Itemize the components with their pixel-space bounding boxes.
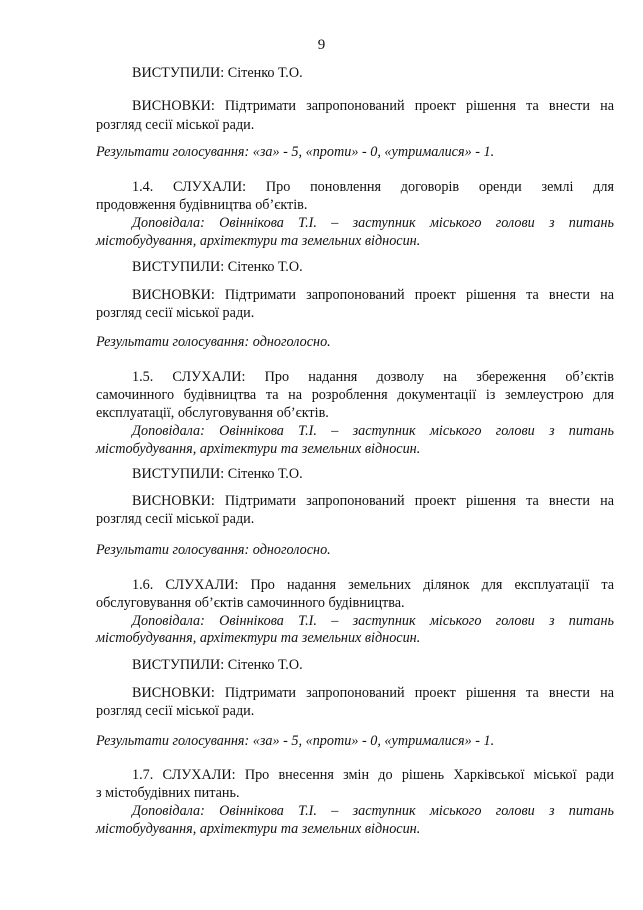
- reporter-line-2: містобудування, архітектури та земельних відносин.: [96, 441, 421, 457]
- vote-result: Результати голосування: «за» - 5, «проти» - 0, «утрималися» - 1.: [96, 144, 495, 160]
- reporter-line-1: Доповідала: Овіннікова Т.І. – заступник міського голови з питань: [132, 215, 614, 231]
- page-number: 9: [317, 37, 326, 53]
- speakers-line: ВИСТУПИЛИ: Сітенко Т.О.: [132, 259, 303, 275]
- conclusion-line-2: розгляд сесії міської ради.: [96, 511, 255, 527]
- heard-line-2: обслуговування об’єктів самочинного будівництва.: [96, 595, 405, 611]
- conclusion-line-1: ВИСНОВКИ: Підтримати запропонований проект рішення та внести на: [132, 493, 614, 509]
- conclusion-line-1: ВИСНОВКИ: Підтримати запропонований проект рішення та внести на: [132, 98, 614, 114]
- conclusion-line-2: розгляд сесії міської ради.: [96, 117, 255, 133]
- reporter-line-2: містобудування, архітектури та земельних відносин.: [96, 630, 421, 646]
- heard-line-1: 1.7. СЛУХАЛИ: Про внесення змін до рішень Харківської міської ради: [132, 767, 614, 783]
- conclusion-line-1: ВИСНОВКИ: Підтримати запропонований проект рішення та внести на: [132, 685, 614, 701]
- heard-line-3: експлуатації, обслуговування об’єктів.: [96, 405, 329, 421]
- heard-line-2: з містобудівних питань.: [96, 785, 240, 801]
- conclusion-line-1: ВИСНОВКИ: Підтримати запропонований проект рішення та внести на: [132, 287, 614, 303]
- vote-result: Результати голосування: одноголосно.: [96, 334, 331, 350]
- reporter-line-1: Доповідала: Овіннікова Т.І. – заступник міського голови з питань: [132, 803, 614, 819]
- reporter-line-1: Доповідала: Овіннікова Т.І. – заступник міського голови з питань: [132, 613, 614, 629]
- vote-result: Результати голосування: одноголосно.: [96, 542, 331, 558]
- vote-result: Результати голосування: «за» - 5, «проти» - 0, «утрималися» - 1.: [96, 733, 495, 749]
- conclusion-line-2: розгляд сесії міської ради.: [96, 703, 255, 719]
- reporter-line-2: містобудування, архітектури та земельних відносин.: [96, 821, 421, 837]
- reporter-line-2: містобудування, архітектури та земельних відносин.: [96, 233, 421, 249]
- reporter-line-1: Доповідала: Овіннікова Т.І. – заступник міського голови з питань: [132, 423, 614, 439]
- heard-line-2: самочинного будівництва та на розроблення документації із землеустрою для: [96, 387, 614, 403]
- heard-line-1: 1.4. СЛУХАЛИ: Про поновлення договорів оренди землі для: [132, 179, 614, 195]
- heard-line-1: 1.5. СЛУХАЛИ: Про надання дозволу на збереження об’єктів: [132, 369, 614, 385]
- speakers-line: ВИСТУПИЛИ: Сітенко Т.О.: [132, 466, 303, 482]
- conclusion-line-2: розгляд сесії міської ради.: [96, 305, 255, 321]
- speakers-line: ВИСТУПИЛИ: Сітенко Т.О.: [132, 65, 303, 81]
- heard-line-2: продовження будівництва об’єктів.: [96, 197, 308, 213]
- speakers-line: ВИСТУПИЛИ: Сітенко Т.О.: [132, 657, 303, 673]
- heard-line-1: 1.6. СЛУХАЛИ: Про надання земельних ділянок для експлуатації та: [132, 577, 614, 593]
